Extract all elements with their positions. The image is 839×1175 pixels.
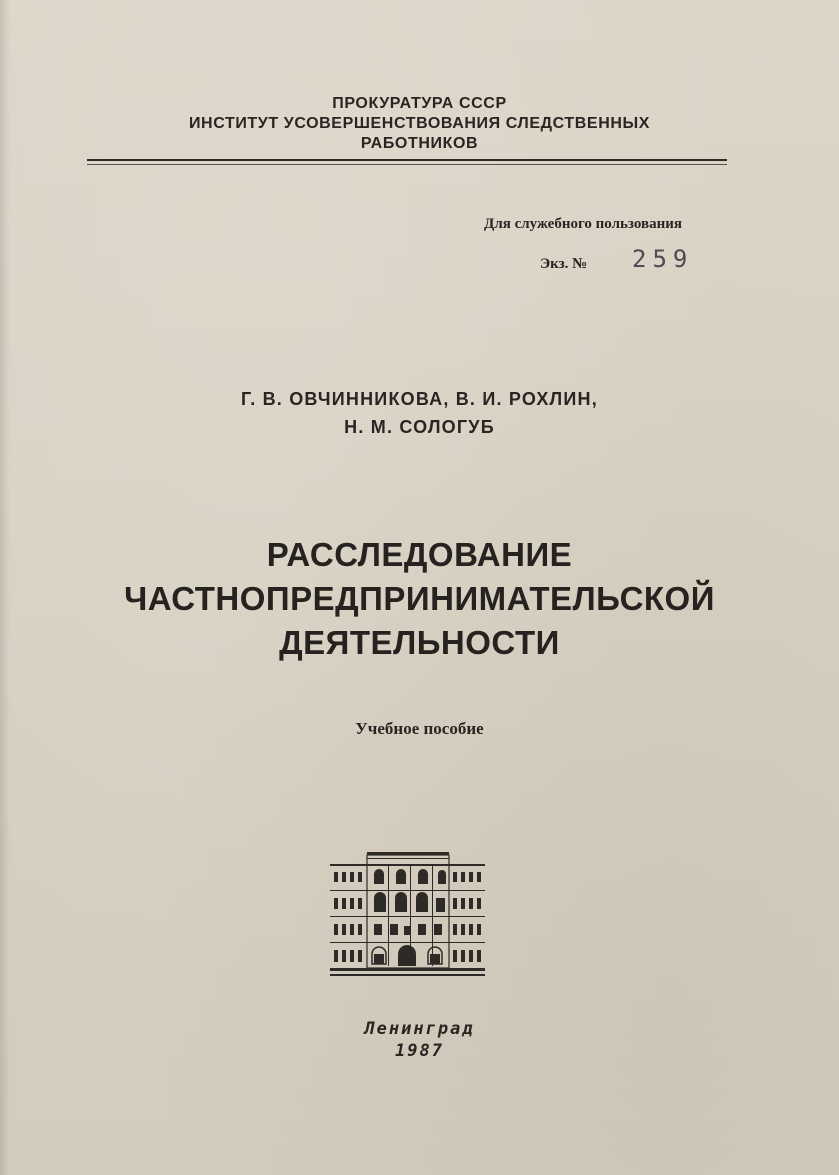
copy-number-stamp: 259 [632, 245, 694, 273]
authors-line-1: Г. В. ОВЧИННИКОВА, В. И. РОХЛИН, [241, 389, 598, 409]
authors-line-2: Н. М. СОЛОГУБ [344, 417, 495, 437]
imprint-year: 1987 [395, 1041, 444, 1061]
imprint [0, 1018, 839, 1062]
restriction-label: Для служебного пользования [484, 216, 683, 232]
publisher-line-2: ИНСТИТУТ УСОВЕРШЕНСТВОВАНИЯ СЛЕДСТВЕННЫХ [188, 115, 651, 132]
document-title [0, 533, 839, 665]
copy-label: Экз. № [540, 256, 588, 272]
header-divider [87, 159, 727, 161]
publisher-line-1: ПРОКУРАТУРА СССР [332, 95, 507, 112]
publisher-header [0, 94, 839, 154]
title-line-1: РАССЛЕДОВАНИЕ [266, 536, 573, 573]
document-subtitle: Учебное пособие [355, 719, 484, 738]
title-line-2: ЧАСТНОПРЕДПРИНИМАТЕЛЬСКОЙ [124, 580, 715, 617]
building-facade-icon [330, 850, 485, 980]
title-line-3: ДЕЯТЕЛЬНОСТИ [279, 624, 560, 661]
imprint-city: Ленинград [364, 1019, 475, 1039]
publisher-line-3: РАБОТНИКОВ [360, 135, 479, 152]
authors [0, 385, 839, 441]
header-divider-thin [87, 164, 727, 165]
